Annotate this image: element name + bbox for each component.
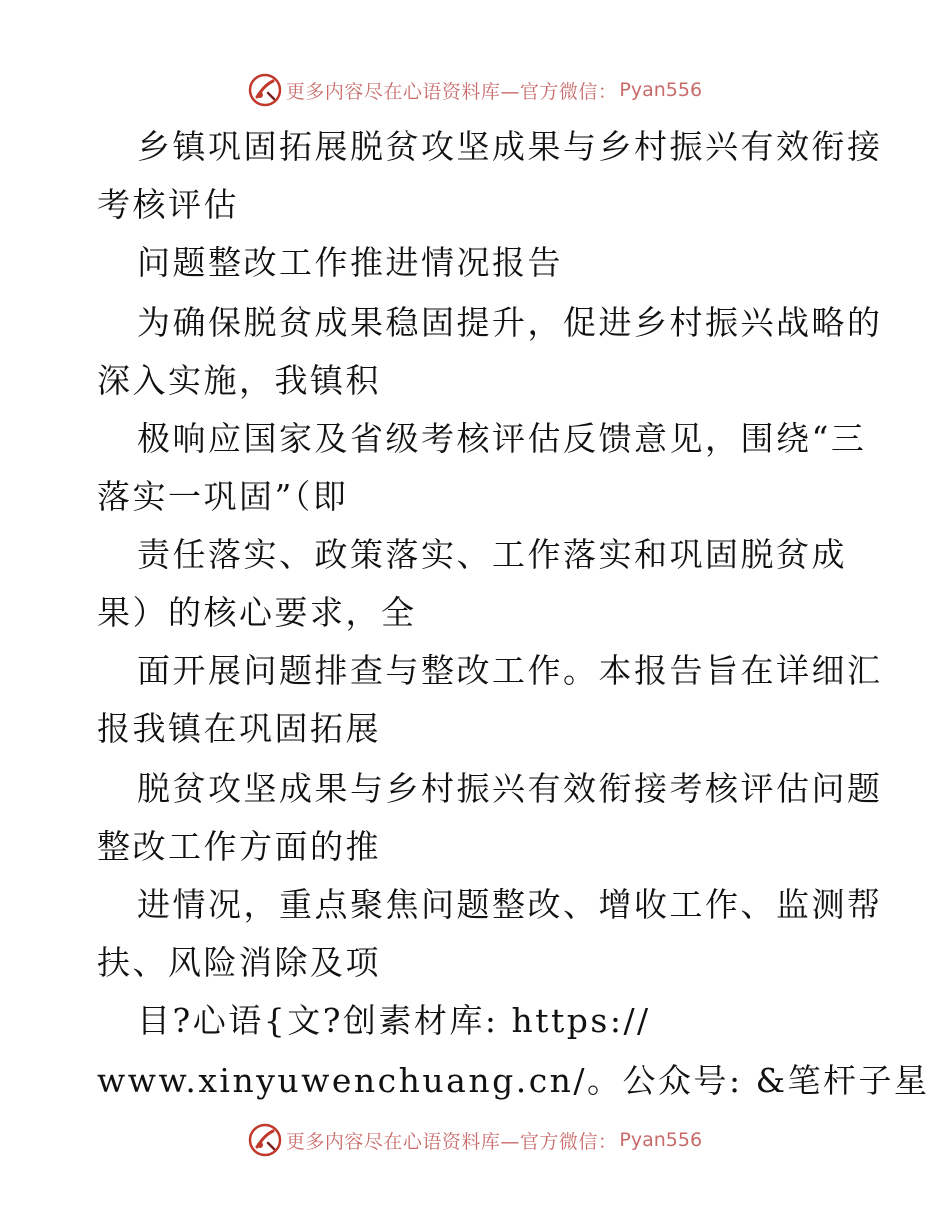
text-line: 进情况，重点聚焦问题整改、增收工作、监测帮 bbox=[137, 885, 883, 924]
text-line: 落实一巩固”（即 bbox=[97, 477, 349, 516]
text-line: www.xinyuwenchuang.cn/。公众号: &笔杆子星 bbox=[97, 1061, 930, 1100]
header-wechat-id: Pyan556 bbox=[619, 79, 703, 101]
text-line: 问题整改工作推进情况报告 bbox=[137, 243, 563, 282]
text-line: 果）的核心要求，全 bbox=[97, 593, 417, 632]
footer-wechat-id: Pyan556 bbox=[619, 1129, 703, 1151]
text-line: 极响应国家及省级考核评估反馈意见，围绕“三 bbox=[137, 419, 867, 458]
text-line: 为确保脱贫成果稳固提升，促进乡村振兴战略的 bbox=[137, 303, 883, 342]
text-line: 报我镇在巩固拓展 bbox=[97, 709, 381, 748]
brush-logo-icon bbox=[248, 73, 282, 107]
text-line: 扶、风险消除及项 bbox=[97, 943, 381, 982]
footer-banner bbox=[0, 1120, 950, 1160]
header-banner bbox=[0, 70, 950, 110]
brush-logo-icon bbox=[248, 1123, 282, 1157]
text-line: 整改工作方面的推 bbox=[97, 827, 381, 866]
text-line: 脱贫攻坚成果与乡村振兴有效衔接考核评估问题 bbox=[137, 769, 883, 808]
header-banner-text: 更多内容尽在心语资料库—官方微信： bbox=[285, 80, 618, 103]
text-line: 乡镇巩固拓展脱贫攻坚成果与乡村振兴有效衔接 bbox=[137, 127, 883, 166]
footer-banner-text: 更多内容尽在心语资料库—官方微信： bbox=[285, 1130, 618, 1153]
text-line: 考核评估 bbox=[97, 185, 239, 224]
text-line: 目?心语{文?创素材库: https:// bbox=[137, 1001, 651, 1040]
text-line: 深入实施，我镇积 bbox=[97, 361, 381, 400]
text-line: 责任落实、政策落实、工作落实和巩固脱贫成 bbox=[137, 535, 847, 574]
text-line: 面开展问题排查与整改工作。本报告旨在详细汇 bbox=[137, 651, 883, 690]
